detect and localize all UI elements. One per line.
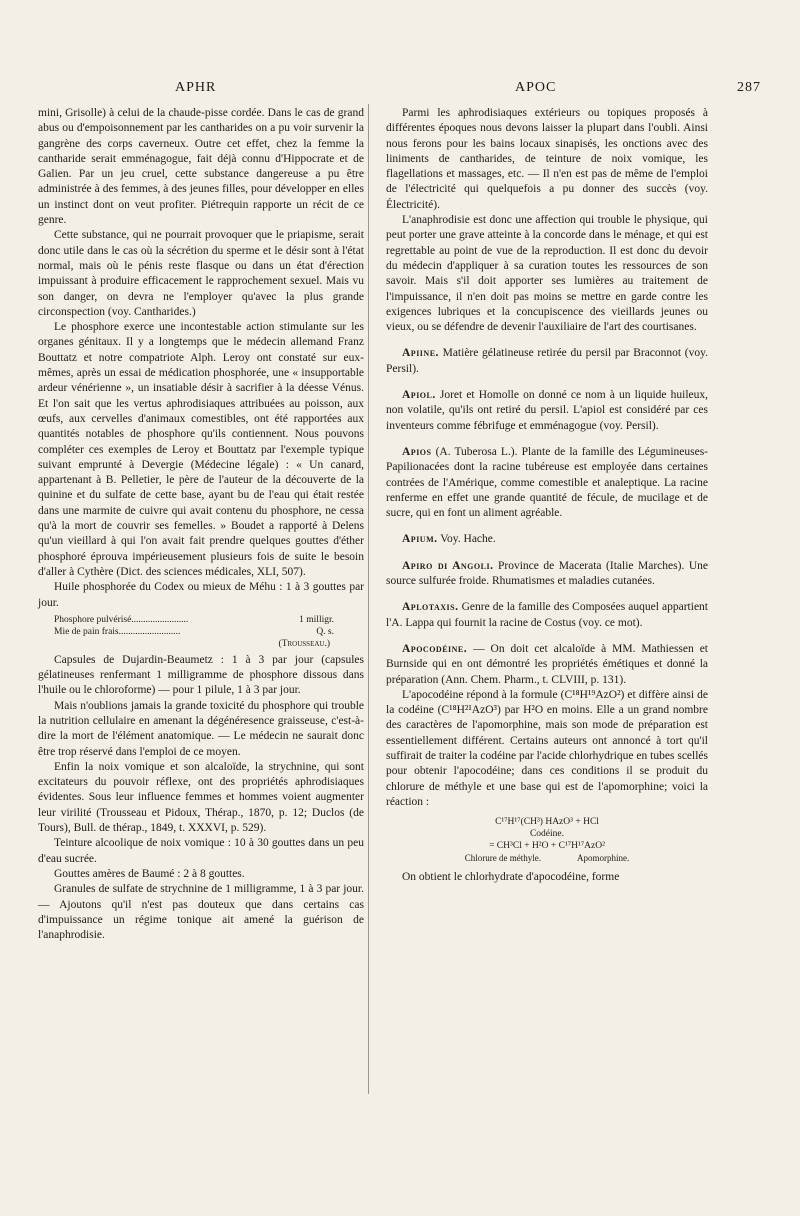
formula-note: Codéine. bbox=[529, 829, 565, 840]
formula-note: Apomorphine. bbox=[576, 853, 630, 864]
paragraph: L'apocodéine répond à la formule (C¹⁸H¹⁹AzO²) et diffère ainsi de la codéine (C¹⁸H²¹AzO³) par H²O en moins. Elle a un grand nombre des caractères de l'apomorphine, mais son mode de préparation est essentiellement différent. Certains auteurs ont annoncé à tort qu'il suffirait de traiter la codéine par l'acide chlorhydrique en tubes scellés pour obtenir l'apocodéine; dans ces conditions il se produit du chlorure de méthyle et une base qui est de l'apomorphine; voici la réaction : bbox=[386, 688, 708, 808]
dictionary-entry-apios bbox=[386, 445, 708, 521]
dictionary-entry-aplotaxis bbox=[386, 600, 708, 631]
running-head-left: APHR bbox=[175, 80, 217, 95]
recipe-quantity: 1 milligr. bbox=[299, 614, 334, 625]
paragraph: Parmi les aphrodisiaques extérieurs ou topiques proposés à différentes époques nous devons laisser la plupart dans l'oubli. Ainsi nous ferons pour les bains locaux sinapisés, les onctions avec des liniments de cantharides, de teinture de noix vomique, les flagellations et massages, etc. — Il n'en est pas de même de l'emploi de l'électricité qui quelquefois a pu donner des succès (voy. Électricité). bbox=[386, 107, 708, 211]
paragraph: Teinture alcoolique de noix vomique : 10 à 30 gouttes dans un peu d'eau sucrée. bbox=[38, 837, 364, 865]
right-column bbox=[386, 106, 708, 885]
entry-headword: Apium. bbox=[402, 533, 438, 546]
recipe-ingredient: Phosphore pulvérisé........................ bbox=[54, 614, 189, 625]
page-number: 287 bbox=[737, 80, 761, 95]
chemical-formula bbox=[386, 816, 708, 864]
left-column bbox=[38, 106, 364, 943]
paragraph: Mais n'oublions jamais la grande toxicité du phosphore qui trouble la nutrition cellulaire en amenant la dégénéresence graisseuse, c'est-à-dire la mort de l'élément anatomique. — Le médecin ne saurait donc être trop réservé dans l'emploi de ce moyen. bbox=[38, 699, 364, 758]
dictionary-entry-apiro bbox=[386, 559, 708, 590]
dictionary-entry-apium bbox=[386, 532, 708, 547]
entry-text: Genre de la famille des Composées auquel appartient l'A. Lappa qui fournit la racine de Costus (voy. ce mot). bbox=[386, 601, 708, 629]
paragraph: Le phosphore exerce une incontestable action stimulante sur les organes génitaux. Il y a longtemps que le médecin allemand Franz Bouttatz et notre compatriote Alph. Leroy ont constaté sur eux-mêmes, après un essai de médication phosphorée, une « insupportable ardeur vénérienne », un insatiable désir à sacrifier à la déesse Vénus. Et l'on sait que les vertus aphrodisiaques attribuées au poisson, aux œufs, aux cervelles d'animaux comestibles, ont été rapportées aux quantités notables de phosphore qu'ils contiennent. Nous pouvons compléter ces exemples de Leroy et Bouttatz par l'exemple typique suivant emprunté à Devergie (Médecine légale) : « Un canard, appartenant à B. Pelletier, le père de l'auteur de la découverte de la quinine et du sulfate de cette base, ayant bu de l'eau qui était restée dans une marmite de cuivre qui avait contenu du phosphore, ne cessa qu'à la mort de couvrir ses femelles. » Boudet a rapporté à Delens qu'un vieillard à qui l'on avait fait prendre quelques gouttes d'éther phosphoré éprouva impérieusement plusieurs fois de suite le besoin d'aller à Cythère (Dict. des sciences médicales, XLI, 507). bbox=[38, 321, 364, 578]
entry-headword: Apios bbox=[402, 445, 432, 458]
paragraph: Capsules de Dujardin-Beaumetz : 1 à 3 par jour (capsules gélatineuses renfermant 1 milligramme de phosphore dissous dans l'huile ou le chloroforme) — pour 1 pilule, 1 à 3 par jour. bbox=[38, 653, 364, 697]
recipe-ingredient: Mie de pain frais.......................... bbox=[54, 626, 181, 637]
dictionary-entry-apiol bbox=[386, 388, 708, 434]
entry-text: Voy. Hache. bbox=[440, 533, 496, 546]
formula-line: = CH³Cl + H²O + C¹⁷H¹⁷AzO² bbox=[489, 841, 605, 852]
entry-text: Joret et Homolle on donné ce nom à un liquide huileux, non volatile, qu'ils ont retiré du persil. L'apiol est considéré par ces inventeurs comme fébrifuge et emménagogue (voy. Persil). bbox=[386, 389, 708, 432]
paragraph: On obtient le chlorhydrate d'apocodéine, forme bbox=[402, 871, 620, 884]
recipe-quantity: Q. s. bbox=[316, 626, 334, 637]
column-divider bbox=[368, 104, 369, 1094]
entry-headword: Apiro di Angoli. bbox=[402, 559, 494, 572]
recipe-block bbox=[54, 614, 364, 650]
entry-headword: Aplotaxis. bbox=[402, 601, 459, 614]
entry-headword: Apiol. bbox=[402, 389, 436, 402]
formula-line: C¹⁷H¹⁷(CH³) HAzO³ + HCl bbox=[495, 817, 599, 828]
paragraph: Cette substance, qui ne pourrait provoquer que le priapisme, serait donc utile dans le cas où la sécrétion du sperme et le désir sont à l'état normal, mais où le pénis reste flasque ou dans un état d'érection impuissant à produire efficacement le rapprochement sexuel. Mais vu son danger, on devra ne l'employer qu'avec la plus grande circonspection (voy. Cantharides.) bbox=[38, 229, 364, 318]
entry-text: Province de Macerata (Italie Marches). Une source sulfurée froide. Rhumatismes et maladies cutanées. bbox=[386, 559, 708, 588]
paragraph: Gouttes amères de Baumé : 2 à 8 gouttes. bbox=[54, 867, 245, 880]
dictionary-entry-apiine bbox=[386, 346, 708, 377]
dictionary-entry-apocodeine bbox=[386, 642, 708, 688]
entry-headword: Apiine. bbox=[402, 347, 439, 360]
paragraph: Huile phosphorée du Codex ou mieux de Méhu : 1 à 3 gouttes par jour. bbox=[38, 581, 364, 609]
entry-headword: Apocodéine. bbox=[402, 642, 468, 655]
formula-note: Chlorure de méthyle. bbox=[464, 853, 541, 864]
entry-text: Matière gélatineuse retirée du persil par Braconnot (voy. Persil). bbox=[386, 347, 708, 375]
entry-text: — On doit cet alcaloïde à MM. Mathiessen et Burnside qui en ont démontré les propriétés émétiques et donné la préparation (Ann. Chem. Pharm., t. CLVIII, p. 131). bbox=[386, 642, 708, 686]
paragraph: Enfin la noix vomique et son alcaloïde, la strychnine, qui sont excitateurs du pouvoir réflexe, ont des propriétés aphrodisiaques évidentes. Sous leur influence femmes et hommes voient augmenter leur virilité (Trousseau et Pidoux, Thérap., 1870, p. 12; Duclos (de Tours), Bull. de thérap., 1849, t. XXXVI, p. 529). bbox=[38, 760, 364, 835]
paragraph: Granules de sulfate de strychnine de 1 milligramme, 1 à 3 par jour. — Ajoutons qu'il n'est pas douteux que dans certains cas d'impuissance un régime tonique ait amené la guérison de l'anaphrodisie. bbox=[38, 883, 364, 942]
running-head-right: APOC bbox=[515, 80, 557, 95]
paragraph: mini, Grisolle) à celui de la chaude-pisse cordée. Dans le cas de grand abus ou d'empoisonnement par les cantharides on a pu voir survenir la gangrène des corps caverneux. Outre cet effet, chez la femme la cantharide serait emménagogue, fait déjà connu d'Hippocrate et de Galien. Par un jeu cruel, cette substance dangereuse a pu être administrée à des femmes, à des jeunes filles, pour développer en elles un instinct dont on veut profiter. Piétrequin rapporte un récit de ce genre. bbox=[38, 107, 364, 227]
paragraph: L'anaphrodisie est donc une affection qui trouble le physique, qui peut porter une grave atteinte à la concorde dans le ménage, et qui est regrettable au point de vue de la reproduction. Il est donc du devoir du médecin d'appliquer à sa curation toutes les ressources de son savoir. Mais s'il doit apporter ses lumières au traitement de l'impuissance, il n'en doit pas moins se mettre en garde contre les exigences lubriques et la concupiscence des vieillards jeunes ou vieux, ou se défendre de devenir l'auxiliaire de l'art des courtisanes. bbox=[386, 214, 708, 334]
entry-text: (A. Tuberosa L.). Plante de la famille des Légumineuses-Papilionacées dont la racine tubéreuse est employée dans certaines contrées de l'Amérique, comme comestible et analeptique. La racine renferme en effet une grande quantité de fécule, de mucilage et de sucre, qui en font un aliment agréable. bbox=[386, 445, 709, 520]
recipe-source: (Trousseau.) bbox=[278, 638, 330, 649]
